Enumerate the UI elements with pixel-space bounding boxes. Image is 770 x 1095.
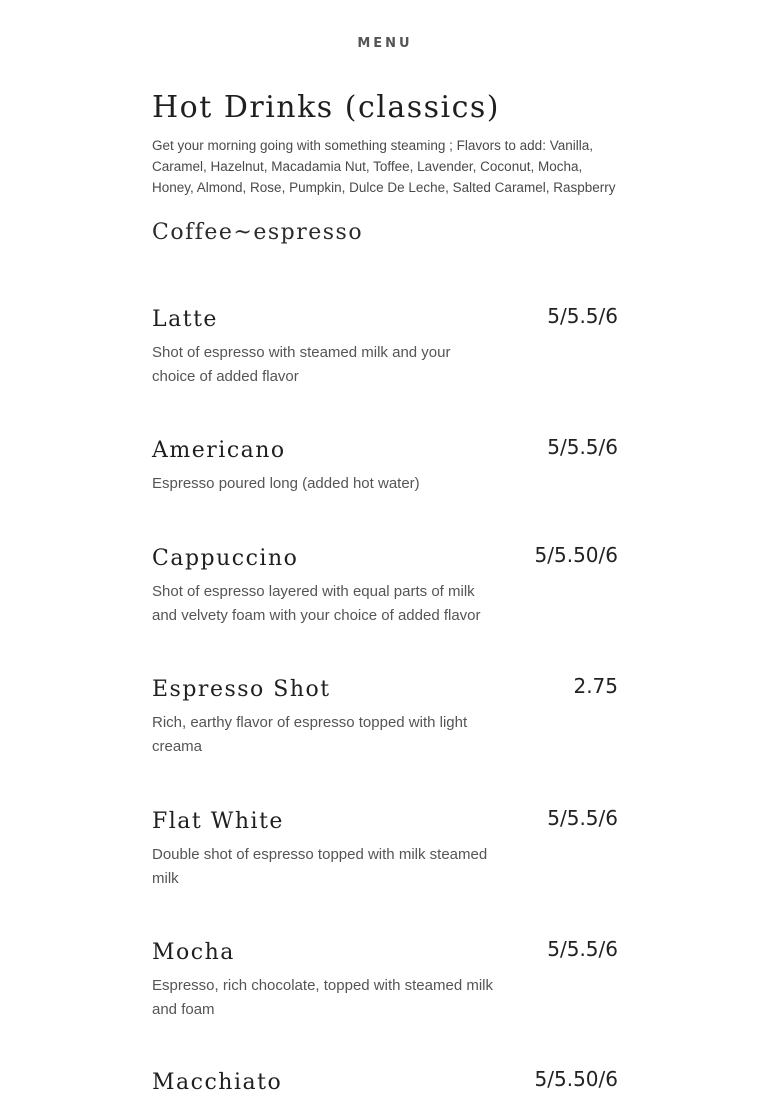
item-name: Espresso Shot: [152, 677, 331, 702]
item-price: 2.75: [573, 674, 618, 698]
item-description: Double shot of espresso topped with milk steamed milk: [152, 846, 488, 887]
item-price: 5/5.5/6: [547, 937, 618, 961]
item-name: Cappuccino: [152, 546, 299, 571]
item-price: 5/5.50/6: [534, 543, 618, 567]
item-price: 5/5.5/6: [547, 806, 618, 830]
item-name: Latte: [152, 307, 218, 332]
section-description: Get your morning going with something steaming ; Flavors to add: Vanilla, Caramel, Hazelnut, Macadamia Nut, Toffee, Lavender, Coconut, Mocha, Honey, Almond, Rose, Pumpkin, Dulce De Leche, Salted Caramel, Raspberry: [152, 138, 616, 195]
top-navigation: [0, 34, 770, 52]
subsection-title: Coffee~espresso: [152, 220, 364, 245]
item-price: 5/5.50/6: [534, 1067, 618, 1091]
item-name: Macchiato: [152, 1070, 283, 1095]
item-description: Shot of espresso layered with equal parts of milk and velvety foam with your choice of added flavor: [152, 583, 481, 624]
item-description: Espresso poured long (added hot water): [152, 475, 420, 492]
item-price: 5/5.5/6: [547, 304, 618, 328]
item-name: Flat White: [152, 809, 284, 834]
item-description: Espresso, rich chocolate, topped with steamed milk and foam: [152, 977, 493, 1018]
menu-link[interactable]: MENU: [357, 36, 413, 51]
item-description: Rich, earthy flavor of espresso topped with light creama: [152, 714, 468, 755]
item-name: Americano: [152, 438, 286, 463]
item-name: Mocha: [152, 940, 235, 965]
section-title: Hot Drinks (classics): [152, 90, 501, 125]
item-price: 5/5.5/6: [547, 435, 618, 459]
item-description: Shot of espresso with steamed milk and your choice of added flavor: [152, 344, 451, 385]
